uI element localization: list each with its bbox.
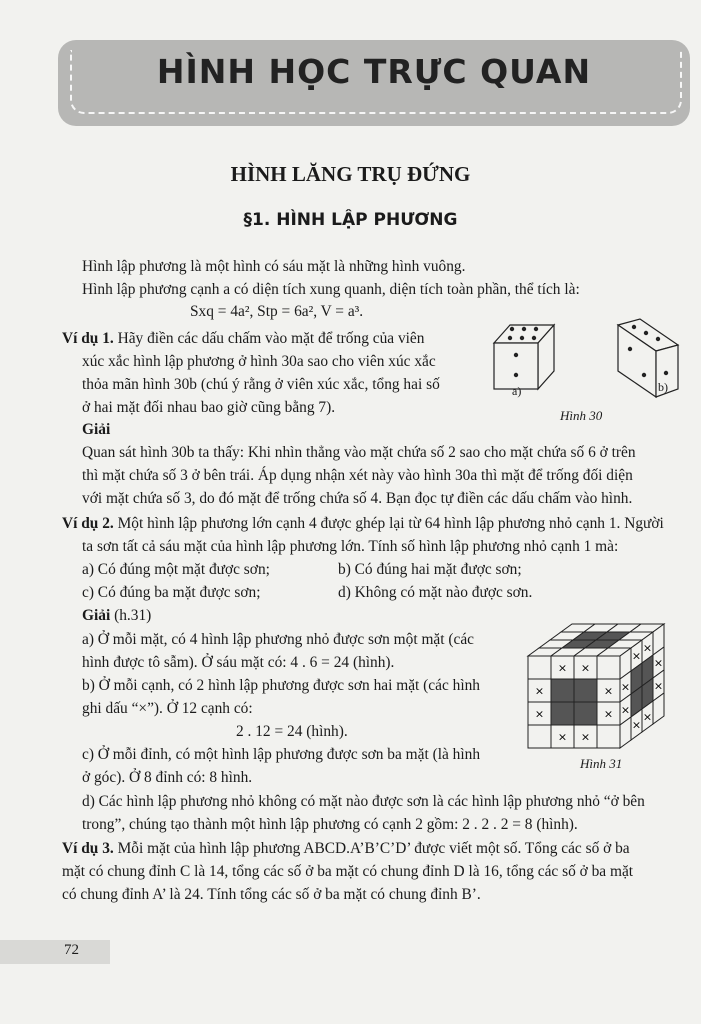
example-1-line-4: ở hai mặt đối nhau bao giờ cũng bằng 7). xyxy=(82,399,336,416)
solution-b-3: 2 . 12 = 24 (hình). xyxy=(236,723,348,740)
solution-c-1: c) Ở mỗi đỉnh, có một hình lập phương được sơn ba mặt (là hình xyxy=(82,746,481,763)
example-1-label: Ví dụ 1. xyxy=(62,330,114,347)
solution-a-2: hình được tô sẫm). Ở sáu mặt có: 4 . 6 = 24 (hình). xyxy=(82,654,395,671)
fig-30a-label: a) xyxy=(512,384,522,398)
option-a: a) Có đúng một mặt được sơn; xyxy=(82,561,270,578)
example-1-solution-label: Giải xyxy=(82,421,111,438)
example-2-line-2: ta sơn tất cả sáu mặt của hình lập phương lớn. Tính số hình lập phương nhỏ cạnh 1 mà: xyxy=(82,538,619,555)
front-cell xyxy=(528,725,551,748)
edge-mark: × xyxy=(557,730,568,744)
solution-b-1: b) Ở mỗi cạnh, có 2 hình lập phương được sơn hai mặt (các hình xyxy=(82,677,480,694)
front-cell xyxy=(528,656,551,679)
edge-mark: × xyxy=(620,680,631,694)
page-title: HÌNH HỌC TRỰC QUAN xyxy=(156,52,592,91)
intro-line-1: Hình lập phương là một hình có sáu mặt là những hình vuông. xyxy=(82,258,466,275)
edge-mark: × xyxy=(642,641,653,655)
edge-mark: × xyxy=(580,730,591,744)
example-1-solution-2: thì mặt chứa số 3 ở bên trái. Áp dụng nhận xét này vào hình 30a thì mặt để trống đối diện xyxy=(82,467,633,484)
figure-30-caption: Hình 30 xyxy=(560,408,603,423)
edge-mark: × xyxy=(603,707,614,721)
front-cell xyxy=(597,725,620,748)
dice-b xyxy=(618,319,678,397)
example-2-line-1 xyxy=(62,512,664,535)
example-2-solution-ref: (h.31) xyxy=(114,607,152,624)
edge-mark: × xyxy=(642,710,653,724)
front-cell xyxy=(551,702,574,725)
front-cell xyxy=(597,656,620,679)
intro-line-2: Hình lập phương cạnh a có diện tích xung quanh, diện tích toàn phần, thể tích là: xyxy=(82,281,580,298)
edge-mark: × xyxy=(631,718,642,732)
edge-mark: × xyxy=(557,661,568,675)
front-cell xyxy=(574,679,597,702)
example-1-solution-1: Quan sát hình 30b ta thấy: Khi nhìn thẳng vào mặt chứa số 2 sao cho mặt chứa số 6 ở trên xyxy=(82,444,636,461)
option-c: c) Có đúng ba mặt được sơn; xyxy=(82,584,261,601)
option-b: b) Có đúng hai mặt được sơn; xyxy=(338,561,522,578)
example-3-label: Ví dụ 3. xyxy=(62,840,114,857)
solution-a-1: a) Ở mỗi mặt, có 4 hình lập phương nhỏ được sơn một mặt (các xyxy=(82,631,475,648)
example-1-line-1 xyxy=(62,327,482,350)
example-1-line-2: xúc xắc hình lập phương ở hình 30a sao cho viên xúc xắc xyxy=(82,353,436,370)
edge-mark: × xyxy=(534,684,545,698)
page-number-bar xyxy=(0,940,110,964)
example-3-line-3: có chung đỉnh A’ là 24. Tính tổng các số ở ba mặt có chung đỉnh B’. xyxy=(62,886,481,903)
dice-a xyxy=(494,325,554,389)
example-3-line-2: mặt có chung đỉnh C là 14, tổng các số ở ba mặt có chung đỉnh D là 16, tổng các số ở ba mặt xyxy=(62,863,634,880)
solution-b-2: ghi dấu “×”). Ở 12 cạnh có: xyxy=(82,700,253,717)
example-2-label: Ví dụ 2. xyxy=(62,515,114,532)
edge-mark: × xyxy=(653,656,664,670)
fig-30b-label: b) xyxy=(658,380,668,394)
edge-mark: × xyxy=(653,679,664,693)
example-2-solution-heading xyxy=(82,604,151,627)
example-1-solution-3: với mặt chứa số 3, do đó mặt để trống chứa số 4. Bạn đọc tự điền các dấu chấm vào hình. xyxy=(82,490,633,507)
example-2-solution-label: Giải xyxy=(82,607,111,624)
front-cell xyxy=(551,679,574,702)
chapter-heading: HÌNH LĂNG TRỤ ĐỨNG xyxy=(230,162,471,186)
solution-c-2: ở góc). Ở 8 đỉnh có: 8 hình. xyxy=(82,769,253,786)
option-d: d) Không có mặt nào được sơn. xyxy=(338,584,533,601)
figure-31-cube xyxy=(520,622,700,752)
solution-d-2: trong”, chúng tạo thành một hình lập phương có cạnh 2 gồm: 2 . 2 . 2 = 8 (hình). xyxy=(82,816,578,833)
front-cell xyxy=(574,702,597,725)
edge-mark: × xyxy=(534,707,545,721)
figure-31-caption: Hình 31 xyxy=(580,756,623,771)
solution-d-1: d) Các hình lập phương nhỏ không có mặt nào được sơn là các hình lập phương nhỏ “ở bên xyxy=(82,793,645,810)
edge-mark: × xyxy=(620,703,631,717)
section-heading: §1. HÌNH LẬP PHƯƠNG xyxy=(243,210,458,230)
edge-mark: × xyxy=(631,649,642,663)
example-1-text: Hãy điền các dấu chấm vào mặt để trống của viên xyxy=(117,330,425,347)
example-1-line-3: thỏa mãn hình 30b (chú ý rằng ở viên xúc xắc, tổng hai số xyxy=(82,376,440,393)
formula: Sxq = 4a², Stp = 6a², V = a³. xyxy=(190,303,364,320)
edge-mark: × xyxy=(580,661,591,675)
example-3-text: Mỗi mặt của hình lập phương ABCD.A’B’C’D’ được viết một số. Tổng các số ở ba xyxy=(117,840,630,857)
example-3-line-1 xyxy=(62,837,630,860)
page-number: 72 xyxy=(64,942,79,958)
example-2-text: Một hình lập phương lớn cạnh 4 được ghép lại từ 64 hình lập phương nhỏ cạnh 1. Người xyxy=(117,515,664,532)
edge-mark: × xyxy=(603,684,614,698)
